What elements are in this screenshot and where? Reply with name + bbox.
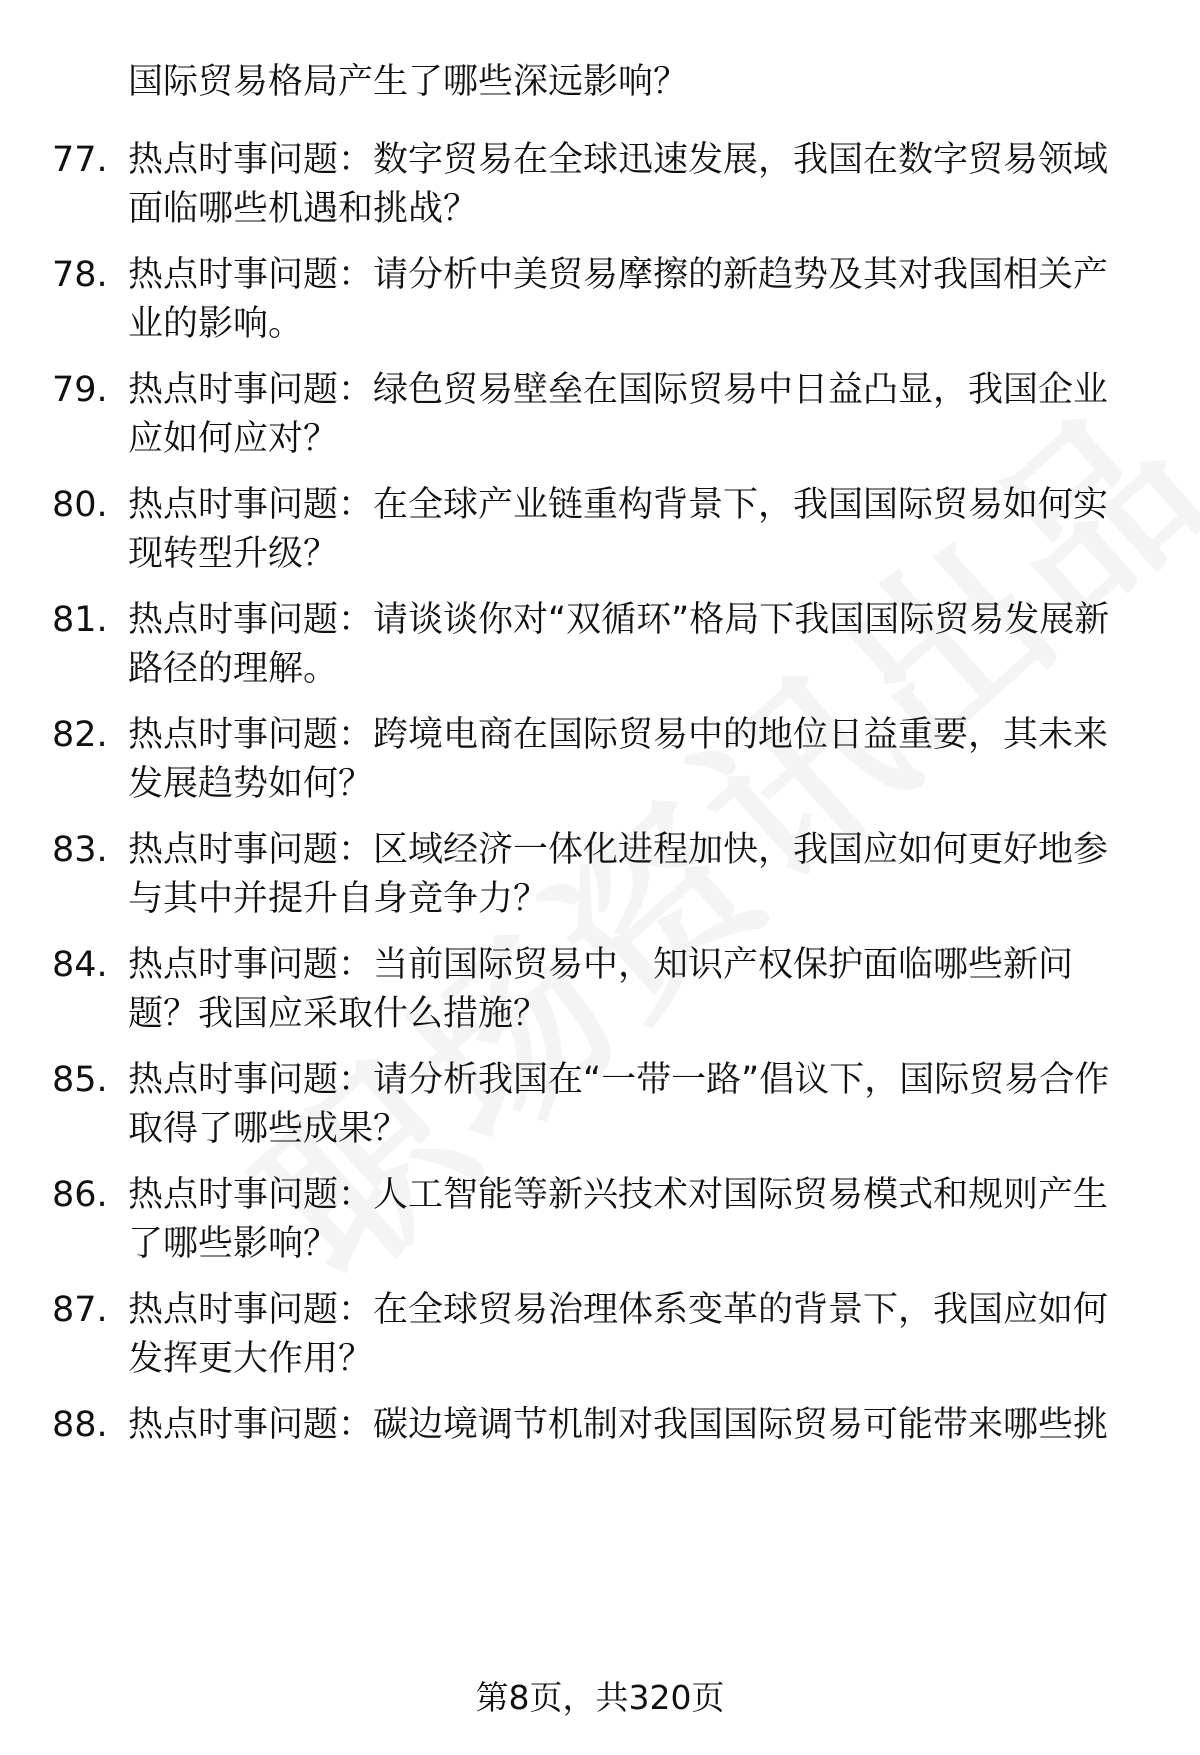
question-text: 热点时事问题：碳边境调节机制对我国国际贸易可能带来哪些挑 <box>128 1405 1109 1445</box>
question-number: 79. <box>52 370 108 410</box>
question-number: 80. <box>52 485 108 525</box>
question-text: 热点时事问题：当前国际贸易中，知识产权保护面临哪些新问题？我国应采取什么措施？ <box>128 945 1074 1034</box>
question-text: 热点时事问题：数字贸易在全球迅速发展，我国在数字贸易领域面临哪些机遇和挑战？ <box>128 140 1109 229</box>
page-number-footer: 第8页，共320页 <box>475 1678 725 1717</box>
question-number: 85. <box>52 1060 108 1100</box>
question-text: 热点时事问题：请谈谈你对“双循环”格局下我国国际贸易发展新路径的理解。 <box>128 600 1110 689</box>
question-number: 83. <box>52 830 108 870</box>
question-number: 84. <box>52 945 108 985</box>
question-text: 热点时事问题：请分析我国在“一带一路”倡议下，国际贸易合作取得了哪些成果？ <box>128 1060 1110 1149</box>
question-number: 87. <box>52 1290 108 1330</box>
question-text: 热点时事问题：请分析中美贸易摩擦的新趋势及其对我国相关产业的影响。 <box>128 255 1109 344</box>
question-number: 82. <box>52 715 108 755</box>
question-text: 热点时事问题：绿色贸易壁垒在国际贸易中日益凸显，我国企业应如何应对？ <box>128 370 1109 459</box>
question-text: 热点时事问题：在全球产业链重构背景下，我国国际贸易如何实现转型升级？ <box>128 485 1109 574</box>
question-number: 77. <box>52 140 108 180</box>
question-text: 热点时事问题：人工智能等新兴技术对国际贸易模式和规则产生了哪些影响？ <box>128 1175 1109 1264</box>
question-number: 81. <box>52 600 108 640</box>
continued-question-text: 国际贸易格局产生了哪些深远影响？ <box>128 62 689 102</box>
question-text: 热点时事问题：区域经济一体化进程加快，我国应如何更好地参与其中并提升自身竞争力？ <box>128 830 1109 919</box>
question-text: 热点时事问题：在全球贸易治理体系变革的背景下，我国应如何发挥更大作用？ <box>128 1290 1109 1379</box>
question-number: 78. <box>52 255 108 295</box>
question-number: 88. <box>52 1405 108 1445</box>
question-number: 86. <box>52 1175 108 1215</box>
question-text: 热点时事问题：跨境电商在国际贸易中的地位日益重要，其未来发展趋势如何？ <box>128 715 1109 804</box>
